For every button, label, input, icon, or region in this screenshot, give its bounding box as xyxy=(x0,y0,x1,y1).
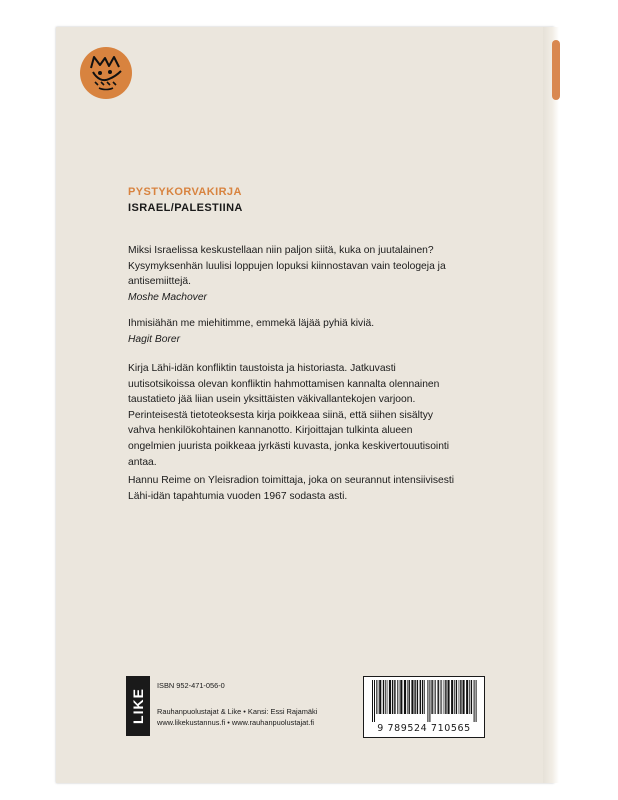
barcode-bar xyxy=(476,680,477,722)
dog-ears-badge-icon xyxy=(79,46,133,100)
barcode-bar xyxy=(429,680,430,722)
barcode-bar xyxy=(420,680,421,714)
barcode-bar xyxy=(376,680,377,714)
barcode-bar xyxy=(434,680,435,714)
barcode-bar xyxy=(451,680,453,714)
publisher-logo xyxy=(126,676,150,736)
barcode-bar xyxy=(438,680,439,714)
barcode-bar xyxy=(424,680,425,714)
barcode-bar xyxy=(417,680,418,714)
barcode-bar xyxy=(400,680,402,714)
barcode xyxy=(363,676,485,738)
barcode-bar xyxy=(385,680,386,714)
quote-text: Ihmisiähän me miehitimme, emmekä läjää pyhiä kiviä. xyxy=(128,318,375,329)
barcode-bar xyxy=(427,680,428,722)
barcode-bar xyxy=(466,680,468,714)
barcode-bar xyxy=(404,680,406,714)
quote-author: Hagit Borer xyxy=(128,333,181,345)
description-text: Kirja Lähi-idän konfliktin taustoista ja historiasta. Jatkuvasti uutisotsikoissa olevan konfliktin hahmottamisen kannalta olennainen taustatieto jää liian usein yksittäisten väkivallantekojen varjoon. Perinteisestä tietoteoksesta kirja poikkeaa siinä, että siihen sisältyy vahva henkilökohtainen kannanotto. Kirjoittajan tulkinta alueen ongelmien juurista poikkeaa jyrkästi kuvasta, jonka keskivertouutisointi antaa. xyxy=(128,363,450,468)
barcode-bar xyxy=(454,680,455,714)
barcode-bar xyxy=(411,680,413,714)
series-label: PYSTYKORVAKIRJA xyxy=(128,186,242,198)
websites-text: www.likekustannus.fi • www.rauhanpuolustajat.fi xyxy=(157,718,315,727)
isbn-text: ISBN 952-471-056-0 xyxy=(157,681,225,690)
barcode-bar xyxy=(422,680,423,714)
barcode-bars xyxy=(364,677,484,724)
barcode-bar xyxy=(372,680,373,722)
book-description xyxy=(128,361,456,470)
barcode-bar xyxy=(448,680,450,714)
barcode-bar xyxy=(445,680,446,714)
barcode-bar xyxy=(441,680,442,714)
book-title: ISRAEL/PALESTIINA xyxy=(128,202,243,214)
barcode-bar xyxy=(399,680,400,714)
barcode-bar xyxy=(444,680,445,714)
barcode-bar xyxy=(460,680,461,714)
barcode-bar xyxy=(397,680,398,714)
book-spine-edge xyxy=(543,27,559,783)
barcode-bar xyxy=(407,680,408,714)
barcode-bar xyxy=(378,680,379,714)
quote-text: Miksi Israelissa keskustellaan niin paljon siitä, kuka on juutalainen? Kysymyksenhän luulisi loppujen lopuksi kiinnostavan vain teologeja ja antisemiittejä. xyxy=(128,245,446,288)
barcode-bar xyxy=(387,680,388,714)
author-bio xyxy=(128,473,456,504)
author-bio-text: Hannu Reime on Yleisradion toimittaja, joka on seurannut intensiivisesti Lähi-idän tapahtumia vuoden 1967 sodasta asti. xyxy=(128,475,455,502)
barcode-bar xyxy=(435,680,436,714)
barcode-bar xyxy=(383,680,384,714)
barcode-bar xyxy=(463,680,465,714)
quote-block xyxy=(128,243,456,305)
barcode-bar xyxy=(456,680,457,714)
barcode-bar xyxy=(409,680,410,714)
barcode-bar xyxy=(471,680,472,714)
barcode-bar xyxy=(414,680,415,714)
quote-author: Moshe Machover xyxy=(128,291,207,303)
barcode-bar xyxy=(474,680,475,722)
barcode-bar xyxy=(389,680,391,714)
quote-block xyxy=(128,316,456,347)
publisher-logo-text: LIKE xyxy=(130,688,147,724)
barcode-bar xyxy=(379,680,381,714)
barcode-number: 9 789524 710565 xyxy=(377,723,471,734)
barcode-bar xyxy=(394,680,395,714)
barcode-bar xyxy=(440,680,441,714)
barcode-bar xyxy=(469,680,470,714)
barcode-bar xyxy=(374,680,375,722)
barcode-bar xyxy=(431,680,432,714)
credits-text: Rauhanpuolustajat & Like • Kansi: Essi Rajamäki xyxy=(157,707,318,716)
barcode-bar xyxy=(459,680,460,714)
barcode-bar xyxy=(392,680,393,714)
spine-orange-mark xyxy=(552,40,560,100)
